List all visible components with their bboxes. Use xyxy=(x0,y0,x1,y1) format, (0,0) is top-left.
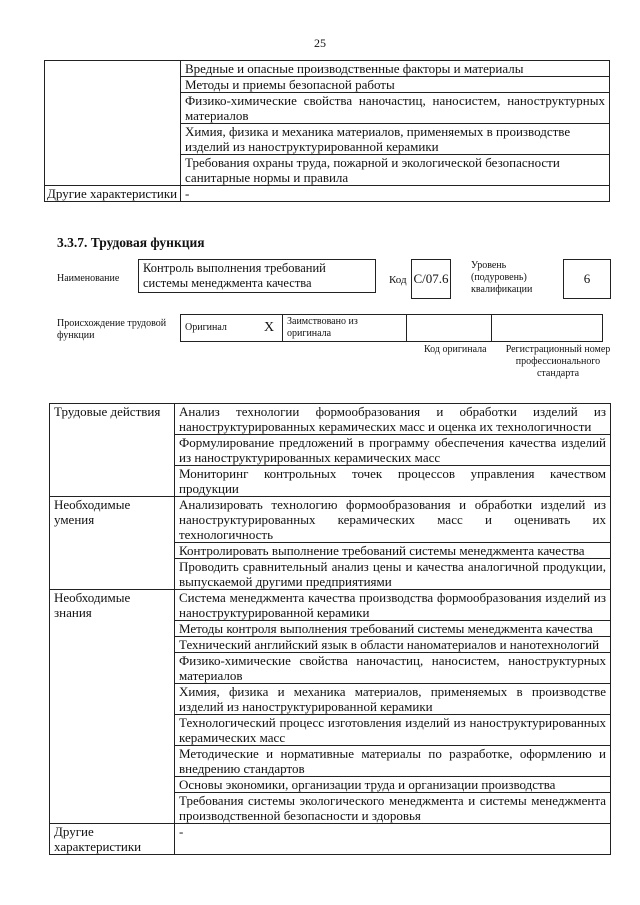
labor-actions-label: Трудовые действия xyxy=(50,404,175,497)
code-label: Код xyxy=(389,274,407,286)
function-table xyxy=(49,403,611,855)
knowledge-item: Технический английский язык в области наноматериалов и нанотехнологий xyxy=(175,637,611,653)
labor-action-item: Анализ технологии формообразования и обработки изделий из наноструктурированных керамических масс и оценка их технологичности xyxy=(175,404,611,435)
top-row: Химия, физика и механика материалов, применяемых в производстве изделий из наноструктурированной керамики xyxy=(181,124,610,155)
reg-number-cell xyxy=(492,315,603,342)
top-row: Вредные и опасные производственные факторы и материалы xyxy=(181,61,610,77)
function-name: Контроль выполнения требований системы менеджмента качества xyxy=(138,259,376,293)
original-label: Оригинал xyxy=(181,315,257,342)
knowledge-item: Химия, физика и механика материалов, применяемых в производстве изделий из наноструктурированной керамики xyxy=(175,684,611,715)
knowledge-item: Методы контроля выполнения требований системы менеджмента качества xyxy=(175,621,611,637)
code-original-cell xyxy=(407,315,492,342)
labor-action-item: Мониторинг контрольных точек процессов управления качеством продукции xyxy=(175,466,611,497)
labor-action-item: Формулирование предложений в программу обеспечения качества изделий из наноструктурированных керамических масс xyxy=(175,435,611,466)
knowledge-item: Система менеджмента качества производства формообразования изделий из наноструктурированной керамики xyxy=(175,590,611,621)
other-label: Другие характеристики xyxy=(50,824,175,855)
knowledge-label: Необходимые знания xyxy=(50,590,175,824)
section-title: 3.3.7. Трудовая функция xyxy=(57,235,205,250)
level-value: 6 xyxy=(563,259,611,299)
name-label: Наименование xyxy=(57,273,120,284)
empty-label-cell xyxy=(45,61,181,186)
original-mark: X xyxy=(256,315,283,342)
reg-number-label: Регистрационный номер профессионального стандарта xyxy=(505,344,611,379)
continued-knowledge-table xyxy=(44,60,610,202)
knowledge-item: Физико-химические свойства наночастиц, наносистем, наноструктурных материалов xyxy=(175,653,611,684)
skills-label: Необходимые умения xyxy=(50,497,175,590)
origin-table xyxy=(180,314,603,342)
page-number: 25 xyxy=(314,36,326,50)
knowledge-item: Требования системы экологического менеджмента и системы менеджмента производственной безопасности и здоровья xyxy=(175,793,611,824)
skill-item: Контролировать выполнение требований системы менеджмента качества xyxy=(175,543,611,559)
origin-label: Происхождение трудовой функции xyxy=(57,318,167,341)
code-original-label: Код оригинала xyxy=(424,344,487,355)
skill-item: Проводить сравнительный анализ цены и качества аналогичной продукции, выпускаемой другими предприятиями xyxy=(175,559,611,590)
knowledge-item: Технологический процесс изготовления изделий из наноструктурированных керамических масс xyxy=(175,715,611,746)
knowledge-item: Методические и нормативные материалы по разработке, оформлению и внедрению стандартов xyxy=(175,746,611,777)
other-value: - xyxy=(175,824,611,855)
top-other-label: Другие характеристики xyxy=(45,186,181,202)
level-label: Уровень (подуровень) квалификации xyxy=(471,260,533,295)
knowledge-item: Основы экономики, организации труда и организации производства xyxy=(175,777,611,793)
top-other-value: - xyxy=(181,186,610,202)
top-row: Методы и приемы безопасной работы xyxy=(181,77,610,93)
top-row: Требования охраны труда, пожарной и экологической безопасности санитарные нормы и правила xyxy=(181,155,610,186)
code-value: С/07.6 xyxy=(411,259,451,299)
borrowed-label: Заимствовано из оригинала xyxy=(283,315,407,342)
top-row: Физико-химические свойства наночастиц, наносистем, наноструктурных материалов xyxy=(181,93,610,124)
skill-item: Анализировать технологию формообразования и обработки изделий из наноструктурированных керамических масс и оценивать их технологичность xyxy=(175,497,611,543)
